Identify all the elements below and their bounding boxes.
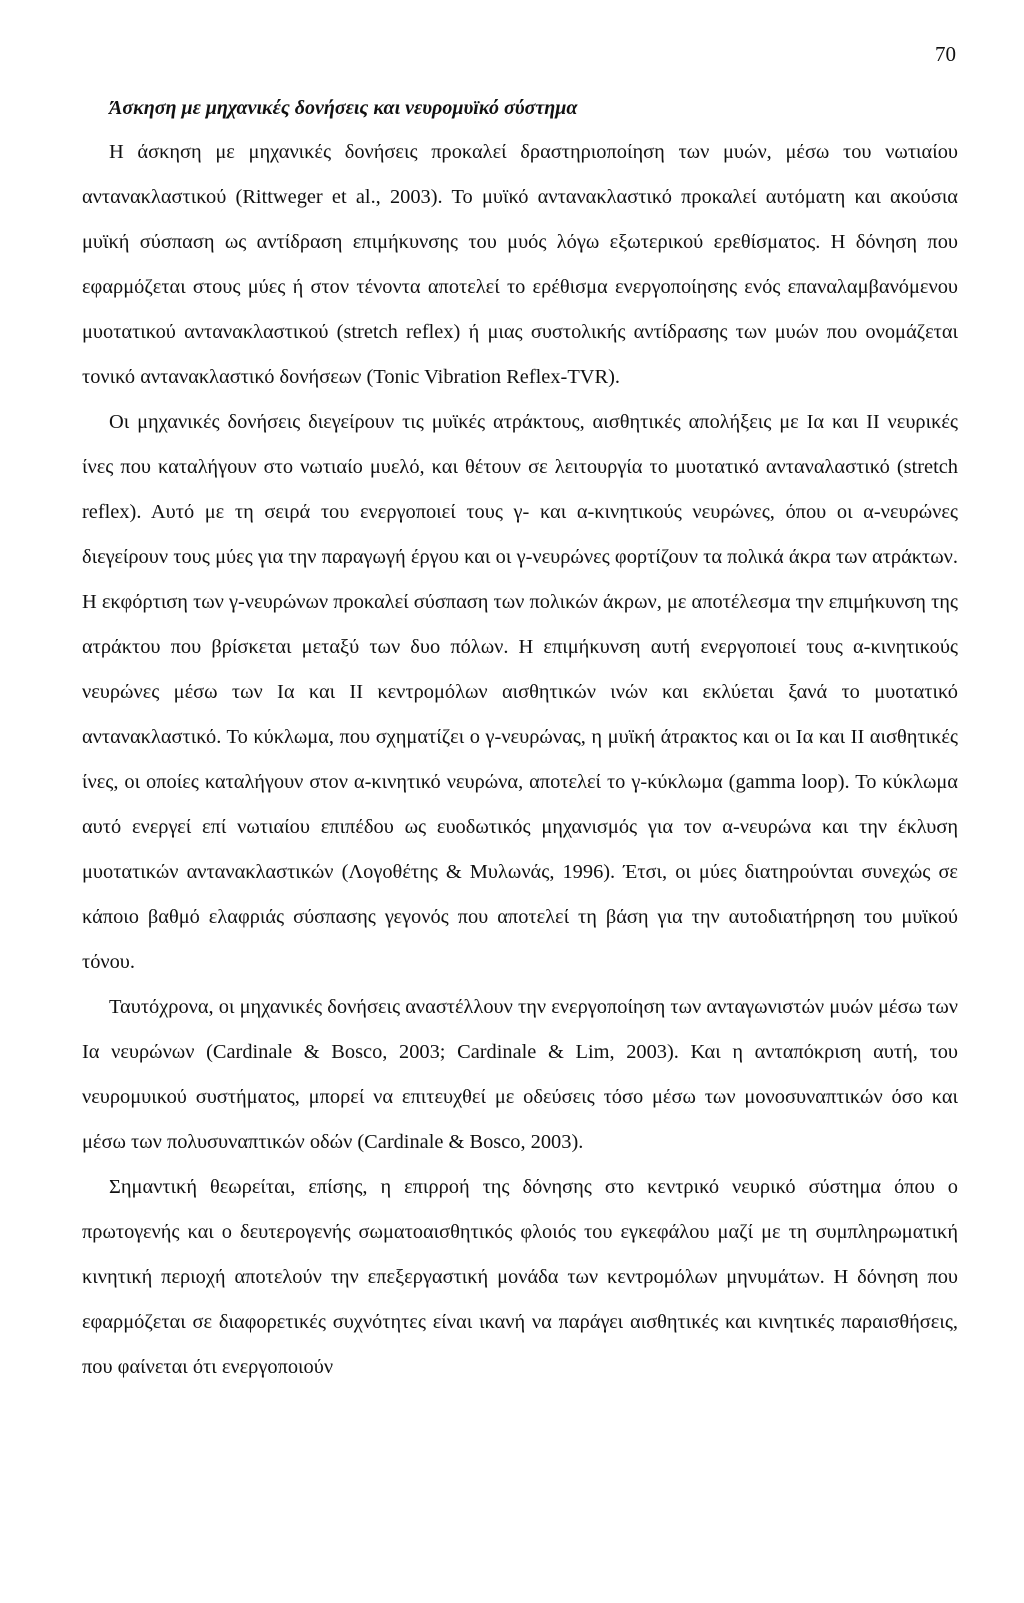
paragraph: Σημαντική θεωρείται, επίσης, η επιρροή της δόνησης στο κεντρικό νευρικό σύστημα όπου ο πρωτογενής και ο δευτερογενής σωματοαισθητικός φλοιός του εγκεφάλου μαζί με τη συμπληρωματική κινητική περιοχή αποτελούν την επεξεργαστική μονάδα των κεντρομόλων μηνυμάτων. Η δόνηση που εφαρμόζεται σε διαφορετικές συχνότητες είναι ικανή να παράγει αισθητικές και κινητικές παραισθήσεις, που φαίνεται ότι ενεργοποιούν [82, 1176, 958, 1378]
page-number: 70 [935, 42, 956, 66]
paragraph: Οι μηχανικές δονήσεις διεγείρουν τις μυϊκές ατράκτους, αισθητικές απολήξεις με Ια και ΙΙ νευρικές ίνες που καταλήγουν στο νωτιαίο μυελό, και θέτουν σε λειτουργία το μυοτατικό ανταναλαστικό (stretch reflex). Αυτό με τη σειρά του ενεργοποιεί τους γ- και α-κινητικούς νευρώνες, όπου οι α-νευρώνες διεγείρουν τους μύες για την παραγωγή έργου και οι γ-νευρώνες φορτίζουν τα πολικά άκρα των ατράκτων. Η εκφόρτιση των γ-νευρώνων προκαλεί σύσπαση των πολικών άκρων, με αποτέλεσμα την επιμήκυνση της ατράκτου που βρίσκεται μεταξύ των δυο πόλων. Η επιμήκυνση αυτή ενεργοποιεί τους α-κινητικούς νευρώνες μέσω των Ια και ΙΙ κεντρομόλων αισθητικών ινών και εκλύεται ξανά το μυοτατικό αντανακλαστικό. Το κύκλωμα, που σχηματίζει ο γ-νευρώνας, η μυϊκή άτρακτος και οι Ια και ΙΙ αισθητικές ίνες, οι οποίες καταλήγουν στον α-κινητικό νευρώνα, αποτελεί το γ-κύκλωμα (gamma loop). Το κύκλωμα αυτό ενεργεί επί νωτιαίου επιπέδου ως ευοδωτικός μηχανισμός για τον α-νευρώνα και την έκλυση μυοτατικών αντανακλαστικών (Λογοθέτης & Μυλωνάς, 1996). Έτσι, οι μύες διατηρούνται συνεχώς σε κάποιο βαθμό ελαφριάς σύσπασης γεγονός που αποτελεί τη βάση για την αυτοδιατήρηση του μυϊκού τόνου. [82, 411, 958, 973]
section-title: Άσκηση με μηχανικές δονήσεις και νευρομυϊκό σύστημα [109, 97, 578, 119]
page-content [82, 96, 958, 1390]
paragraph: Η άσκηση με μηχανικές δονήσεις προκαλεί δραστηριοποίηση των μυών, μέσω του νωτιαίου αντανακλαστικού (Rittweger et al., 2003). Το μυϊκό αντανακλαστικό προκαλεί αυτόματη και ακούσια μυϊκή σύσπαση ως αντίδραση επιμήκυνσης του μυός λόγω εξωτερικού ερεθίσματος. Η δόνηση που εφαρμόζεται στους μύες ή στον τένοντα αποτελεί το ερέθισμα ενεργοποίησης ενός επαναλαμβανόμενου μυοτατικού αντανακλαστικού (stretch reflex) ή μιας συστολικής αντίδρασης των μυών που ονομάζεται τονικό αντανακλαστικό δονήσεων (Tonic Vibration Reflex-TVR). [82, 141, 958, 388]
paragraph: Ταυτόχρονα, οι μηχανικές δονήσεις αναστέλλουν την ενεργοποίηση των ανταγωνιστών μυών μέσω των Ια νευρώνων (Cardinale & Bosco, 2003; Cardinale & Lim, 2003). Και η ανταπόκριση αυτή, του νευρομυικού συστήματος, μπορεί να επιτευχθεί με οδεύσεις τόσο μέσω των μονοσυναπτικών όσο και μέσω των πολυσυναπτικών οδών (Cardinale & Bosco, 2003). [82, 996, 958, 1153]
